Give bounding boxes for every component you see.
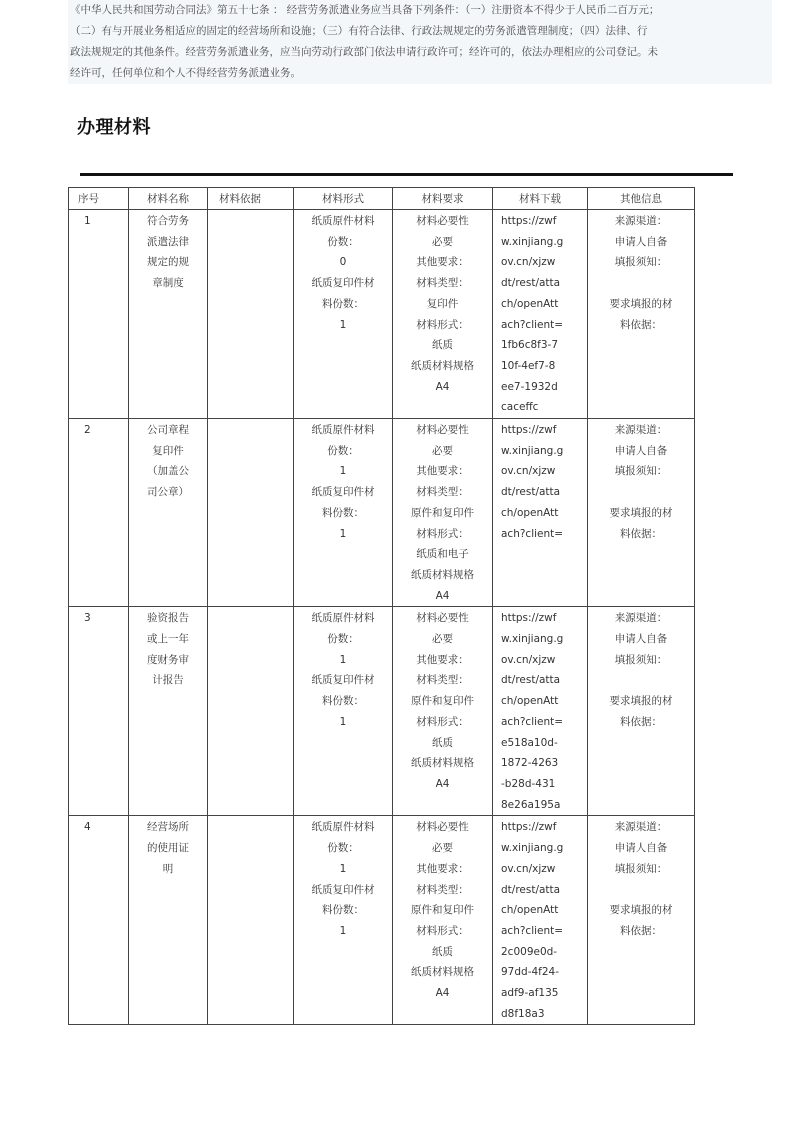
cell-material-name-line: 验资报告 xyxy=(147,612,189,625)
header-name: 材料名称 xyxy=(129,188,208,210)
cell-download-link-line: w.xinjiang.g xyxy=(501,444,564,457)
cell-download-link-line: w.xinjiang.g xyxy=(501,633,564,646)
cell-material-requirement-line: 纸质 xyxy=(432,339,453,352)
cell-material-form-line: 纸质复印件材 xyxy=(311,883,375,896)
cell-material-name-line: 或上一年 xyxy=(147,633,189,646)
cell-material-form-line: 1 xyxy=(339,862,347,875)
cell-material-form-line: 份数： xyxy=(327,842,359,855)
section-title: 办理材料 xyxy=(77,117,151,138)
cell-other-info-line: 来源渠道： xyxy=(614,821,668,834)
cell-material-name-line: 司公章） xyxy=(147,486,189,499)
cell-material-form xyxy=(294,419,393,607)
cell-material-requirement xyxy=(393,816,493,1025)
table-row xyxy=(69,607,695,816)
cell-download-link-line: 97dd-4f24- xyxy=(501,966,560,979)
cell-material-form-line: 份数： xyxy=(327,633,359,646)
cell-no: 2 xyxy=(69,419,129,607)
cell-material-form xyxy=(294,816,393,1025)
cell-material-form-line: 0 xyxy=(339,256,347,269)
cell-other-info-line: 来源渠道： xyxy=(614,215,668,227)
cell-other-info xyxy=(588,210,695,419)
cell-material-requirement-line: 纸质材料规格 xyxy=(411,966,474,979)
cell-material-requirement-line: A4 xyxy=(435,380,450,393)
cell-other-info-line: 填报须知： xyxy=(614,465,668,478)
cell-download-link-line: ov.cn/xjzw xyxy=(501,256,556,269)
cell-download-link-line: ach?client= xyxy=(501,715,564,728)
table-header-row xyxy=(69,188,695,210)
cell-other-info-line: 申请人自备 xyxy=(614,633,668,646)
cell-download-link-line: caceffc xyxy=(501,401,539,414)
cell-download-link-line: ach?client= xyxy=(501,318,564,331)
cell-material-form-line: 料份数： xyxy=(322,506,364,519)
header-other: 其他信息 xyxy=(588,188,695,210)
cell-material-form-line: 料份数： xyxy=(322,904,364,917)
cell-material-name xyxy=(129,607,208,816)
cell-material-requirement-line: 其他要求： xyxy=(416,653,469,666)
header-basis: 材料依据 xyxy=(208,188,294,210)
cell-material-form-line: 1 xyxy=(339,465,347,478)
cell-material-form-line: 料份数： xyxy=(322,695,364,708)
cell-other-info-line: 申请人自备 xyxy=(614,444,668,457)
cell-download-link-line: dt/rest/atta xyxy=(501,277,561,290)
cell-material-requirement-line: 其他要求： xyxy=(416,862,469,875)
cell-download-link-line: dt/rest/atta xyxy=(501,883,561,896)
cell-material-name-line: 计报告 xyxy=(152,674,184,687)
cell-download-link-line: ch/openAtt xyxy=(501,695,559,708)
cell-download-link-line: d8f18a3 xyxy=(501,1007,545,1020)
cell-material-requirement-line: 原件和复印件 xyxy=(411,904,474,917)
cell-material-requirement-line: 材料形式： xyxy=(416,715,469,728)
cell-material-basis xyxy=(208,419,294,607)
cell-download-link-line: https://zwf xyxy=(501,424,557,437)
cell-material-form-line: 1 xyxy=(339,527,347,540)
cell-download-link-line: -b28d-431 xyxy=(501,777,556,790)
cell-material-form-line: 纸质原件材料 xyxy=(311,424,375,437)
cell-other-info-line: 料依据： xyxy=(620,318,662,331)
cell-no: 3 xyxy=(69,607,129,816)
cell-material-requirement-line: 纸质 xyxy=(432,945,453,958)
cell-no: 1 xyxy=(69,210,129,419)
cell-material-name xyxy=(129,210,208,419)
cell-material-requirement-line: 其他要求： xyxy=(416,465,469,478)
cell-material-form-line: 纸质复印件材 xyxy=(311,486,375,499)
cell-material-requirement-line: 其他要求： xyxy=(416,256,469,269)
cell-material-requirement-line: 纸质 xyxy=(432,736,453,749)
cell-material-requirement-line: 必要 xyxy=(432,235,453,248)
cell-material-form-line: 1 xyxy=(339,715,347,728)
cell-other-info-line: 申请人自备 xyxy=(614,235,668,248)
cell-material-form xyxy=(294,210,393,419)
cell-material-form-line: 纸质原件材料 xyxy=(311,215,375,227)
cell-download-link-line: adf9-af135 xyxy=(501,987,559,1000)
cell-download-link-line: e518a10d- xyxy=(501,736,558,749)
cell-material-requirement-line: 材料形式： xyxy=(416,924,469,937)
materials-table xyxy=(68,187,695,1025)
cell-other-info-line: 料依据： xyxy=(620,527,662,540)
cell-material-requirement-line: 纸质材料规格 xyxy=(411,568,474,581)
cell-material-requirement xyxy=(393,419,493,607)
cell-download-link[interactable] xyxy=(493,419,588,607)
cell-material-requirement-line: 原件和复印件 xyxy=(411,506,474,519)
cell-material-requirement-line: 材料必要性 xyxy=(416,821,469,834)
cell-material-name-line: 的使用证 xyxy=(147,842,189,855)
intro-line: 经许可，任何单位和个人不得经营劳务派遣业务。 xyxy=(70,67,301,79)
cell-download-link-line: 10f-4ef7-8 xyxy=(501,359,556,372)
table-body xyxy=(69,210,695,1025)
cell-no: 4 xyxy=(69,816,129,1025)
cell-material-form-line: 纸质复印件材 xyxy=(311,674,375,687)
cell-material-requirement-line: 材料必要性 xyxy=(416,215,469,227)
intro-line: （二）有与开展业务相适应的固定的经营场所和设施；（三）有符合法律、行政法规规定的劳务派遣管理制度；（四）法律、行 xyxy=(70,25,648,37)
cell-download-link-line: ch/openAtt xyxy=(501,506,559,519)
cell-material-requirement-line: 必要 xyxy=(432,633,453,646)
cell-material-name-line: 规定的规 xyxy=(147,256,189,269)
cell-material-requirement-line: 材料必要性 xyxy=(416,612,469,625)
cell-material-name-line: 明 xyxy=(162,862,174,875)
cell-material-requirement-line: 材料形式： xyxy=(416,318,469,331)
cell-download-link-line: 1872-4263 xyxy=(501,757,559,770)
cell-other-info-line: 来源渠道： xyxy=(614,424,668,437)
cell-other-info-line xyxy=(588,273,694,294)
cell-material-form-line: 份数： xyxy=(327,235,359,248)
cell-download-link-line: ov.cn/xjzw xyxy=(501,862,556,875)
cell-material-name-line: 度财务审 xyxy=(147,653,189,666)
cell-material-form-line: 纸质原件材料 xyxy=(311,821,375,834)
cell-material-requirement-line: 复印件 xyxy=(426,297,459,310)
header-form: 材料形式 xyxy=(294,188,393,210)
cell-other-info-line: 要求填报的材 xyxy=(609,506,673,519)
cell-material-requirement-line: 纸质材料规格 xyxy=(411,757,474,770)
cell-download-link[interactable] xyxy=(493,607,588,816)
cell-material-requirement xyxy=(393,210,493,419)
cell-material-basis xyxy=(208,607,294,816)
cell-other-info-line: 要求填报的材 xyxy=(609,695,673,708)
legal-basis-paragraph xyxy=(68,0,772,84)
cell-material-requirement-line: A4 xyxy=(435,589,450,602)
cell-material-form-line: 1 xyxy=(339,318,347,331)
cell-download-link-line: ach?client= xyxy=(501,924,564,937)
cell-other-info-line: 申请人自备 xyxy=(614,842,668,855)
cell-download-link-line: ch/openAtt xyxy=(501,904,559,917)
cell-other-info-line: 要求填报的材 xyxy=(609,297,673,310)
cell-download-link-line: ch/openAtt xyxy=(501,297,559,310)
cell-material-requirement-line: 必要 xyxy=(432,444,453,457)
cell-other-info-line xyxy=(588,880,694,901)
cell-material-name-line: 符合劳务 xyxy=(147,215,189,227)
cell-other-info-line xyxy=(588,670,694,691)
cell-other-info-line: 填报须知： xyxy=(614,653,668,666)
cell-other-info-line: 来源渠道： xyxy=(614,612,668,625)
cell-other-info-line: 要求填报的材 xyxy=(609,904,673,917)
cell-material-form-line: 料份数： xyxy=(322,297,364,310)
cell-other-info-line xyxy=(588,482,694,503)
cell-material-requirement-line: 原件和复印件 xyxy=(411,695,474,708)
cell-download-link-line: 1fb6c8f3-7 xyxy=(501,339,559,352)
header-requirement: 材料要求 xyxy=(393,188,493,210)
cell-material-form-line: 纸质原件材料 xyxy=(311,612,375,625)
cell-material-requirement-line: 材料类型： xyxy=(416,486,469,499)
cell-download-link-line: ov.cn/xjzw xyxy=(501,653,556,666)
cell-download-link[interactable] xyxy=(493,210,588,419)
cell-download-link-line: https://zwf xyxy=(501,821,557,834)
cell-material-requirement-line: 材料必要性 xyxy=(416,424,469,437)
cell-other-info xyxy=(588,816,695,1025)
cell-download-link-line: ov.cn/xjzw xyxy=(501,465,556,478)
cell-download-link-line: ach?client= xyxy=(501,527,564,540)
cell-download-link-line: https://zwf xyxy=(501,612,557,625)
cell-material-form-line: 1 xyxy=(339,924,347,937)
cell-other-info-line: 料依据： xyxy=(620,715,662,728)
header-no: 序号 xyxy=(69,188,129,210)
cell-material-name-line: 公司章程 xyxy=(147,424,189,437)
cell-material-requirement-line: A4 xyxy=(435,987,450,1000)
cell-download-link-line: dt/rest/atta xyxy=(501,674,561,687)
header-download: 材料下载 xyxy=(493,188,588,210)
cell-material-requirement-line: 材料类型： xyxy=(416,883,469,896)
cell-other-info-line: 填报须知： xyxy=(614,862,668,875)
section-divider xyxy=(80,173,733,176)
cell-material-requirement-line: 材料类型： xyxy=(416,674,469,687)
cell-material-requirement xyxy=(393,607,493,816)
cell-material-form-line: 1 xyxy=(339,653,347,666)
cell-download-link-line: w.xinjiang.g xyxy=(501,842,564,855)
cell-download-link-line: 2c009e0d- xyxy=(501,945,558,958)
cell-material-requirement-line: 纸质材料规格 xyxy=(411,359,474,372)
cell-material-name-line: 派遣法律 xyxy=(147,235,189,248)
cell-download-link-line: 8e26a195a xyxy=(501,798,561,811)
cell-download-link-line: w.xinjiang.g xyxy=(501,235,564,248)
cell-download-link-line: https://zwf xyxy=(501,215,557,227)
cell-material-requirement-line: 纸质和电子 xyxy=(416,548,469,561)
cell-material-requirement-line: 材料类型： xyxy=(416,277,469,290)
cell-material-name-line: 复印件 xyxy=(152,444,184,457)
cell-other-info xyxy=(588,607,695,816)
intro-line: 《中华人民共和国劳动合同法》第五十七条 ： 经营劳务派遣业务应当具备下列条件：（一）注册资本不得少于人民币二百万元； xyxy=(70,4,660,16)
cell-material-requirement-line: A4 xyxy=(435,777,450,790)
cell-material-name-line: 章制度 xyxy=(152,277,184,290)
cell-material-basis xyxy=(208,816,294,1025)
cell-other-info xyxy=(588,419,695,607)
table-row xyxy=(69,210,695,419)
cell-material-name xyxy=(129,419,208,607)
cell-material-name-line: 经营场所 xyxy=(147,821,189,834)
cell-material-name xyxy=(129,816,208,1025)
cell-other-info-line: 填报须知： xyxy=(614,256,668,269)
cell-material-form-line: 纸质复印件材 xyxy=(311,277,375,290)
table-row xyxy=(69,816,695,1025)
cell-material-form xyxy=(294,607,393,816)
cell-download-link[interactable] xyxy=(493,816,588,1025)
cell-other-info-line: 料依据： xyxy=(620,924,662,937)
cell-material-requirement-line: 材料形式： xyxy=(416,527,469,540)
cell-material-basis xyxy=(208,210,294,419)
intro-line: 政法规规定的其他条件。经营劳务派遣业务，应当向劳动行政部门依法申请行政许可；经许可的，依法办理相应的公司登记。未 xyxy=(70,46,658,58)
cell-material-requirement-line: 必要 xyxy=(432,842,453,855)
table-row xyxy=(69,419,695,607)
cell-material-name-line: （加盖公 xyxy=(147,465,189,478)
cell-download-link-line: dt/rest/atta xyxy=(501,486,561,499)
cell-material-form-line: 份数： xyxy=(327,444,359,457)
cell-download-link-line: ee7-1932d xyxy=(501,380,558,393)
